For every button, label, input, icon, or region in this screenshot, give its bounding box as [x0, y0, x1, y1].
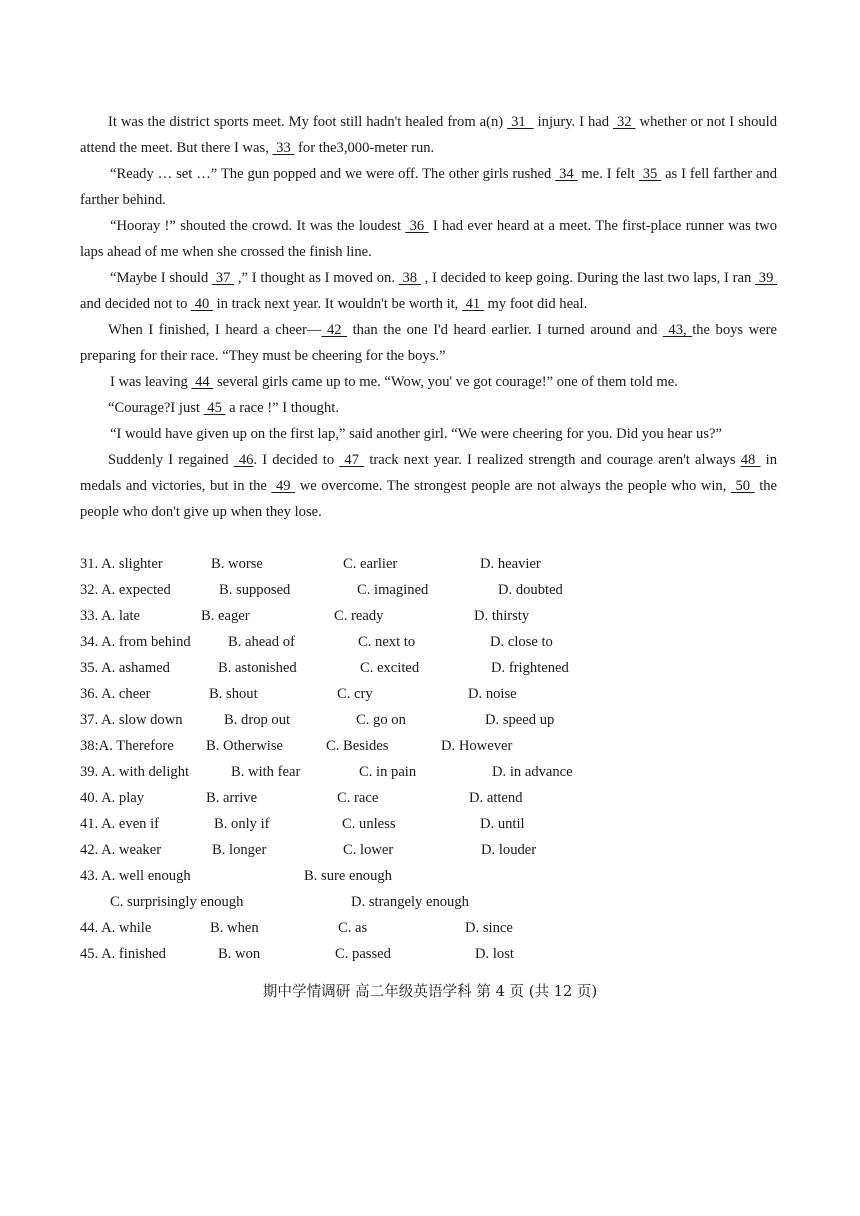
- answer-blank: 36: [405, 218, 429, 234]
- passage-text: I had ever heard at a meet. The first-place runner was two laps ahead of me when she crossed the finish line.: [80, 218, 777, 260]
- option-choice: D. speed up: [485, 712, 555, 728]
- answer-blank: 47: [339, 452, 365, 468]
- option-choice: D. However: [441, 738, 513, 754]
- passage-paragraph: [80, 265, 777, 317]
- answer-blank: 43,: [662, 322, 693, 338]
- passage-text: as I fell farther and farther behind.: [80, 166, 778, 208]
- option-choice: B. drop out: [224, 712, 291, 728]
- option-row: [80, 941, 777, 967]
- option-choice: B. supposed: [219, 582, 291, 598]
- passage-text: . I decided to: [253, 452, 340, 468]
- option-row: [80, 837, 777, 863]
- option-choice: D. frightened: [491, 660, 569, 676]
- option-choice: B. eager: [201, 608, 250, 624]
- option-choice: D. doubted: [498, 582, 563, 598]
- option-choice: D. in advance: [492, 764, 573, 780]
- option-choice: B. when: [210, 920, 259, 936]
- answer-blank: 44: [191, 374, 214, 390]
- answer-blank: 40: [191, 296, 213, 312]
- option-choice: C. Besides: [326, 738, 389, 754]
- answer-blank: 45: [203, 400, 226, 416]
- passage-text: me. I felt: [577, 166, 639, 182]
- passage-text: whether or not I should attend the meet. But there I was,: [80, 114, 778, 156]
- passage-text: “Courage?I just: [108, 400, 204, 416]
- option-choice: B. astonished: [218, 660, 297, 676]
- option-choice: C. earlier: [343, 556, 398, 572]
- passage-text: a race !” I thought.: [225, 400, 339, 416]
- passage-text: for the3,000-meter run.: [294, 140, 435, 156]
- answer-blank: 32: [613, 114, 636, 130]
- option-choice: D. heavier: [480, 556, 541, 572]
- option-choice: 34. A. from behind: [80, 634, 191, 650]
- passage-text: Suddenly I regained: [108, 452, 234, 468]
- passage-text: , I decided to keep going. During the last two laps, I ran: [420, 270, 756, 286]
- passage-text: “Ready … set …” The gun popped and we were off. The other girls rushed: [110, 166, 556, 182]
- option-choice: 33. A. late: [80, 608, 140, 624]
- passage-paragraph: [80, 369, 777, 395]
- option-choice: 37. A. slow down: [80, 712, 183, 728]
- passage-text: ,” I thought as I moved on.: [234, 270, 399, 286]
- option-choice: C. unless: [342, 816, 396, 832]
- option-row: [80, 629, 777, 655]
- passage-text: “Hooray !” shouted the crowd. It was the loudest: [110, 218, 406, 234]
- option-choice: B. ahead of: [228, 634, 295, 650]
- option-choice: C. go on: [356, 712, 406, 728]
- answer-blank: 33: [272, 140, 295, 156]
- option-choice: 43. A. well enough: [80, 868, 191, 884]
- option-choice: 42. A. weaker: [80, 842, 162, 858]
- option-choice: B. Otherwise: [206, 738, 284, 754]
- passage-text: my foot did heal.: [483, 296, 588, 312]
- option-choice: C. lower: [343, 842, 394, 858]
- option-choice: D. until: [480, 816, 525, 832]
- option-choice: B. worse: [211, 556, 263, 572]
- option-row: [80, 655, 777, 681]
- page-footer: 期中学情调研 高二年级英语学科 第 4 页 (共 12 页): [262, 983, 598, 1000]
- option-choice: 36. A. cheer: [80, 686, 151, 702]
- passage-text: When I finished, I heard a cheer—: [108, 322, 322, 338]
- answer-blank: 37: [212, 270, 235, 286]
- passage-text: in medals and victories, but in the: [80, 452, 777, 494]
- answer-blank: 49: [271, 478, 296, 494]
- answer-blank: 39: [755, 270, 778, 286]
- passage-text: “I would have given up on the first lap,” said another girl. “We were cheering for you. Did you hear us?”: [110, 426, 722, 442]
- passage-text: we overcome. The strongest people are not always the people who win,: [295, 478, 731, 494]
- option-choice: 35. A. ashamed: [80, 660, 170, 676]
- option-choice: C. ready: [334, 608, 384, 624]
- option-choice: D. attend: [469, 790, 523, 806]
- passage-text: track next year. I realized strength and courage aren't always: [364, 452, 741, 468]
- option-choice: 41. A. even if: [80, 816, 160, 832]
- answer-blank: 41: [461, 296, 484, 312]
- passage-paragraph: [80, 317, 777, 369]
- passage-paragraph: [80, 421, 777, 447]
- passage-text: several girls came up to me. “Wow, you' ve got courage!” one of them told me.: [213, 374, 678, 390]
- option-row: [80, 603, 777, 629]
- option-choice: C. next to: [358, 634, 416, 650]
- answer-blank: 31: [507, 114, 534, 130]
- passage-paragraph: [80, 447, 777, 525]
- option-row: [80, 551, 777, 577]
- answer-blank: 35: [638, 166, 662, 182]
- option-choice: D. louder: [481, 842, 537, 858]
- passage-text: the people who don't give up when they lose.: [80, 478, 778, 520]
- option-choice: C. cry: [337, 686, 373, 702]
- option-choice: C. imagined: [357, 582, 429, 598]
- option-choice: D. thirsty: [474, 608, 530, 624]
- option-choice: C. passed: [335, 946, 391, 962]
- answer-blank: 38: [398, 270, 421, 286]
- option-choice: C. excited: [360, 660, 420, 676]
- passage-text: It was the district sports meet. My foot still hadn't healed from a(n): [108, 114, 508, 130]
- answer-options: [80, 551, 777, 967]
- option-row: [80, 811, 777, 837]
- option-choice: 44. A. while: [80, 920, 152, 936]
- answer-blank: 34: [555, 166, 578, 182]
- cloze-passage: [80, 109, 777, 525]
- option-choice: C. race: [337, 790, 379, 806]
- passage-paragraph: [80, 109, 777, 161]
- option-choice: B. won: [218, 946, 261, 962]
- answer-blank: 50: [730, 478, 755, 494]
- option-choice: 39. A. with delight: [80, 764, 190, 780]
- option-choice: 40. A. play: [80, 790, 145, 806]
- option-choice: D. strangely enough: [351, 894, 469, 910]
- option-choice: 32. A. expected: [80, 582, 171, 598]
- option-row: [80, 577, 777, 603]
- passage-paragraph: [80, 161, 777, 213]
- option-choice: D. noise: [468, 686, 517, 702]
- passage-paragraph: [80, 395, 777, 421]
- option-choice: D. lost: [475, 946, 514, 962]
- option-choice: C. as: [338, 920, 368, 936]
- option-row: [80, 785, 777, 811]
- passage-text: “Maybe I should: [110, 270, 213, 286]
- passage-text: the boys were preparing for their race. “They must be cheering for the boys.”: [80, 322, 777, 364]
- option-row: [80, 889, 777, 915]
- option-row: [80, 733, 777, 759]
- option-row: [80, 681, 777, 707]
- passage-text: I was leaving: [110, 374, 192, 390]
- passage-text: and decided not to: [80, 296, 192, 312]
- answer-blank: 46: [233, 452, 254, 468]
- option-choice: D. close to: [490, 634, 553, 650]
- answer-blank: 42: [321, 322, 348, 338]
- option-choice: B. with fear: [231, 764, 301, 780]
- option-row: [80, 759, 777, 785]
- option-choice: B. sure enough: [304, 868, 392, 884]
- passage-text: injury. I had: [533, 114, 614, 130]
- option-choice: D. since: [465, 920, 513, 936]
- option-row: [80, 707, 777, 733]
- passage-text: than the one I'd heard earlier. I turned around and: [347, 322, 663, 338]
- option-choice: C. in pain: [359, 764, 417, 780]
- option-choice: 31. A. slighter: [80, 556, 163, 572]
- option-row: [80, 863, 777, 889]
- option-choice: B. only if: [214, 816, 270, 832]
- passage-paragraph: [80, 213, 777, 265]
- option-row: [80, 915, 777, 941]
- answer-blank: 48: [740, 452, 761, 468]
- option-choice: 45. A. finished: [80, 946, 166, 962]
- option-choice: B. arrive: [206, 790, 258, 806]
- option-choice: C. surprisingly enough: [110, 894, 244, 910]
- passage-text: in track next year. It wouldn't be worth it,: [212, 296, 462, 312]
- option-choice: B. longer: [212, 842, 267, 858]
- option-choice: 38:A. Therefore: [80, 738, 174, 754]
- option-choice: B. shout: [209, 686, 258, 702]
